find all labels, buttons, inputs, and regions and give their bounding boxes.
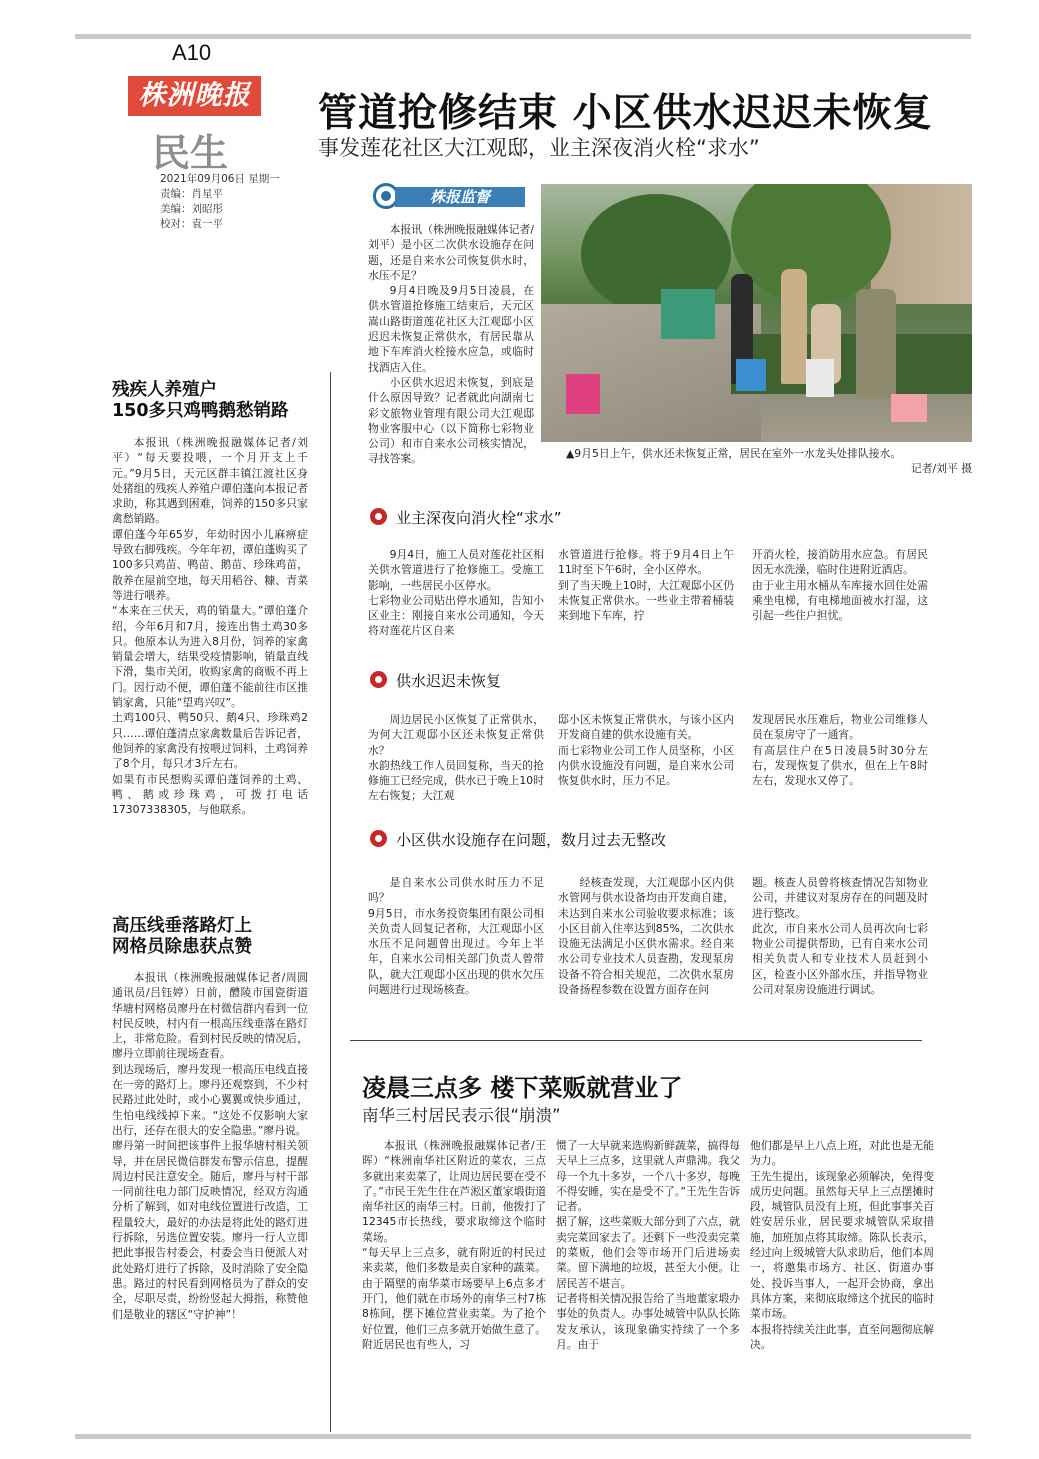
section-column [558, 712, 734, 788]
column-text: 发现居民水压难后，物业公司维修人员在泵房守了一通宵。 有高层住户在5日凌晨5时30分左右，发现恢复了供水，但在上午8时左右，发现水又停了。 [752, 713, 928, 788]
column-text: 本报讯（株洲晚报融媒体记者/王晖）“株洲南华社区附近的菜农，三点多就出来卖菜了，让周边居民要在受不了。”市民王先生住在芦淞区董家塅街道南华社区的南华三村。日前，他拨打了12345市长热线，要求取缔这个临时菜场。 “每天早上三点多，就有附近的村民过来卖菜，他们多数是卖自家种的蔬菜。由于隔壁的南华菜市场要早上6点多才开门，他们就在市场外的南华三村7栋8栋间，摆下摊位营业卖菜。为了抢个好位置，他们三点多就开始做生意了。附近居民也有些人，习 [362, 1139, 546, 1351]
column-text: 开消火栓，接消防用水应急。有居民因无水洗澡，临时住进附近酒店。 由于业主用水桶从车库接水回住处需乘坐电梯，有电梯地面被水打湿，这引起一些住户担忧。 [752, 548, 928, 623]
section-column [752, 547, 928, 623]
photo-credit: 记者/刘平 摄 [910, 462, 972, 475]
section-column [368, 875, 544, 997]
badge-label: 株报监督 [395, 187, 525, 207]
column-divider [330, 372, 331, 1432]
lead-intro [368, 222, 534, 467]
bucket-shape [806, 359, 834, 397]
section-heading-text: 小区供水设施存在问题，数月过去无整改 [396, 831, 667, 849]
left-headline: 高压线垂落路灯上 网格员除患获点赞 [112, 916, 252, 957]
column-text: 水管道进行抢修。将于9月4日上午11时至下午6时，全小区停水。 到了当天晚上10时，大江观邸小区仍未恢复正常供水。一些业主带着桶装来到地下车库，拧 [558, 548, 734, 623]
second-column [362, 1138, 546, 1352]
section-column [368, 547, 544, 639]
section-heading-text: 供水迟迟未恢复 [396, 672, 502, 690]
section-column [558, 547, 734, 623]
column-text: 惯了一大早就来选购新鲜蔬菜，搞得每天早上三点多，这里就人声鼎沸。我父母一个九十多岁，一个八十多岁，每晚不得安睡，实在是受不了。”王先生告诉记者。 据了解，这些菜贩大部分到了六点，就卖完菜回家去了。还剩下一些没卖完菜的菜贩，他们会等市场开门后进场卖菜。留下满地的垃圾，甚至大小便。让居民苦不堪言。 记者将相关情况报告给了当地董家塅办事处的负责人。办事处城管中队队长陈发友承认，该现象确实持续了一个多月。由于 [556, 1139, 740, 1351]
bucket-shape [566, 374, 600, 414]
path-shape [541, 304, 761, 442]
bullet-icon [370, 671, 387, 688]
person-figure [781, 269, 807, 384]
left-headline: 残疾人养殖户 150多只鸡鸭鹅愁销路 [112, 380, 289, 421]
intro-paragraph: 小区供水迟迟未恢复，到底是什么原因导致？记者就此向湖南七彩文旅物业管理有限公司大江观邸物业客服中心（以下简称七彩物业公司）和市自来水公司核实情况，寻找答案。 [368, 375, 534, 466]
person-figure [856, 289, 896, 399]
column-text: 他们都是早上八点上班，对此也是无能为力。 王先生提出，该现象必须解决，免得变成历史问题。虽然每天早上三点摆摊时段，城管队员没有上班，但此事事关百姓安居乐业，居民要求城管队采取措施，加班加点将其取缔。陈队长表示，经过向上级城管大队求助后，他们本周一，将邀集市场方、社区、街道办事处、投诉当事人，一起开会协商，拿出具体方案，来彻底取缔这个扰民的临时菜市场。 本报将持续关注此事，直至问题彻底解决。 [750, 1139, 934, 1351]
section-column [752, 712, 928, 788]
section-column [368, 712, 544, 804]
bucket-shape [891, 394, 927, 422]
lead-headline: 管道抢修结束 小区供水迟迟未恢复 [318, 91, 933, 136]
column-text: 题。核查人员曾将核查情况告知物业公司，并建议对泵房存在的问题及时进行整改。 此次，市自来水公司人员再次向七彩物业公司提供帮助，已有自来水公司相关负责人和专业技术人员赶到小区，检查小区外部水压，并指导物业公司对泵房设施进行调试。 [752, 876, 928, 997]
tree-shape [731, 184, 891, 304]
column-text: 邸小区未恢复正常供水，与该小区内开发商自建的供水设施有关。 而七彩物业公司工作人员坚称，小区内供水设施没有问题，是自来水公司恢复供水时，压力不足。 [558, 713, 734, 788]
left-article [112, 970, 308, 1322]
bullet-icon [370, 830, 387, 847]
photo-caption [566, 446, 972, 476]
column-text: 是自来水公司供水时压力不足吗？ 9月5日，市水务投资集团有限公司相关负责人回复记者称，大江观邸小区水压不足问题曾出现过。今年上半年，自来水公司相关部门负责人曾带队，就大江观邸小区出现的供水欠压问题进行过现场核查。 [368, 876, 544, 997]
trash-bin-shape [661, 289, 715, 339]
column-text: 周边居民小区恢复了正常供水，为何大江观邸小区还未恢复正常供水？ 水韵热线工作人员回复称，当天的抢修施工已经完成，供水已于晚上10时左右恢复；大江观 [368, 713, 544, 803]
watchdog-badge [373, 183, 533, 211]
section-title: 民生 [152, 130, 229, 175]
editor-credit: 责编：肖星平 [160, 188, 223, 200]
bottom-rule [75, 1434, 971, 1439]
hedge-shape [731, 334, 972, 394]
lead-subheadline: 事发莲花社区大江观邸，业主深夜消火栓“求水” [318, 136, 760, 160]
news-photo [541, 184, 972, 442]
second-headline: 凌晨三点多 楼下菜贩就营业了 [362, 1074, 683, 1102]
left-article [112, 435, 308, 817]
bullet-icon [370, 508, 387, 525]
article-body: 本报讯（株洲晚报融媒体记者/刘平）“每天要投喂，一个月开支上千元。”9月5日，天元区群丰镇江渡社区身处猪组的残疾人养殖户谭伯蓬向本报记者求助，称其遇到困难，饲养的150多只家禽愁销路。 谭伯蓬今年65岁，年幼时因小儿麻痹症导致右脚残疾。今年年初，谭伯蓬购买了100多只鸡苗、鸭苗、鹅苗、珍珠鸡苗，散养在屋前空地，每天用稻谷、糠、青菜等进行喂养。 “本来在三伏天，鸡的销量大。”谭伯蓬介绍，今年6月和7月，接连出售土鸡30多只。他原本认为进入8月份，饲养的家禽销量会增大，结果受疫情影响，销量直线下滑，集市关闭，收购家禽的商贩不再上门。因行动不便，谭伯蓬不能前往市区推销家禽，只能“望鸡兴叹”。 土鸡100只、鸭50只、鹅4只、珍珠鸡2只……谭伯蓬清点家禽数量后告诉记者，他饲养的家禽没有按喂过饲料，土鸡饲养了8个月，每只才3斤左右。 如果有市民想购买谭伯蓬饲养的土鸡、鸭、鹅或珍珠鸡，可拨打电话17307338305，与他联系。 [112, 436, 308, 817]
newspaper-logo: 株洲晚报 [128, 76, 261, 116]
section-column [558, 875, 734, 997]
second-column [750, 1138, 934, 1352]
second-column [556, 1138, 740, 1352]
edition-meta [160, 172, 280, 232]
column-text: 经核查发现，大江观邸小区内供水管网与供水设备均由开发商自建，未达到自来水公司验收要求标准；该小区目前入住率达到85%，二次供水设施无法满足小区供水需求。经自来水公司专业技术人员查勘，发现泵房设备不符合相关规范，二次供水泵房设备扬程参数在设置方面存在问 [558, 876, 734, 997]
page-number: A10 [172, 40, 212, 65]
designer-credit: 美编：刘昭彤 [160, 203, 223, 215]
edition-date: 2021年09月06日 星期一 [160, 173, 280, 185]
column-text: 9月4日，施工人员对莲花社区相关供水管道进行了抢修施工。受施工影响，一些居民小区停水。 七彩物业公司贴出停水通知，告知小区业主：刚接自来水公司通知，今天将对莲花片区自来 [368, 548, 544, 638]
second-subheadline: 南华三村居民表示很“崩溃” [362, 1106, 561, 1125]
bucket-shape [736, 359, 766, 391]
section-column [752, 875, 928, 997]
intro-paragraph: 本报讯（株洲晚报融媒体记者/刘平）是小区二次供水设施存在问题，还是自来水公司恢复供水时，水压不足？ [368, 223, 534, 282]
caption-text: ▲9月5日上午，供水还未恢复正常，居民在室外一水龙头处排队接水。 [566, 447, 902, 460]
section-heading-text: 业主深夜向消火栓“求水” [396, 509, 562, 527]
top-rule [75, 34, 971, 39]
proofreader-credit: 校对：袁一平 [160, 218, 223, 230]
intro-paragraph: 9月4日晚及9月5日凌晨，在供水管道抢修施工结束后，天元区嵩山路街道莲花社区大江观邸小区迟迟未恢复正常供水，有居民靠从地下车库消火栓接水应急，或临时找酒店入住。 [368, 284, 534, 374]
story-divider [350, 1040, 922, 1041]
article-body: 本报讯（株洲晚报融媒体记者/周圆通讯员/吕钰婷）日前，醴陵市国瓷街道华塘村网格员廖丹在村微信群内看到一位村民反映，村内有一根高压线垂落在路灯上，非常危险。看到村民反映的情况后，廖丹立即前往现场查看。 到达现场后，廖丹发现一根高压电线直接在一旁的路灯上。廖丹还观察到，不少村民路过此处时，或小心翼翼或快步通过，生怕电线线掉下来。“这处不仅影响大家出行，还存在很大的安全隐患。”廖丹说。 廖丹第一时间把该事件上报华塘村相关领导，并在居民微信群发布警示信息，提醒周边村民注意安全。随后，廖丹与村干部一同前往电力部门反映情况，经双方沟通分析了解到，如对电线位置进行改造，工程量较大，最好的办法是将此处的路灯进行拆除，另选位置安装。廖丹一行人立即把此事报告村委会，村委会当日便派人对此处路灯进行了拆除，及时消除了安全隐患。路过的村民看到网格员为了群众的安全，尽职尽责，纷纷竖起大拇指，称赞他们是敬业的辖区“守护神”！ [112, 971, 308, 1321]
